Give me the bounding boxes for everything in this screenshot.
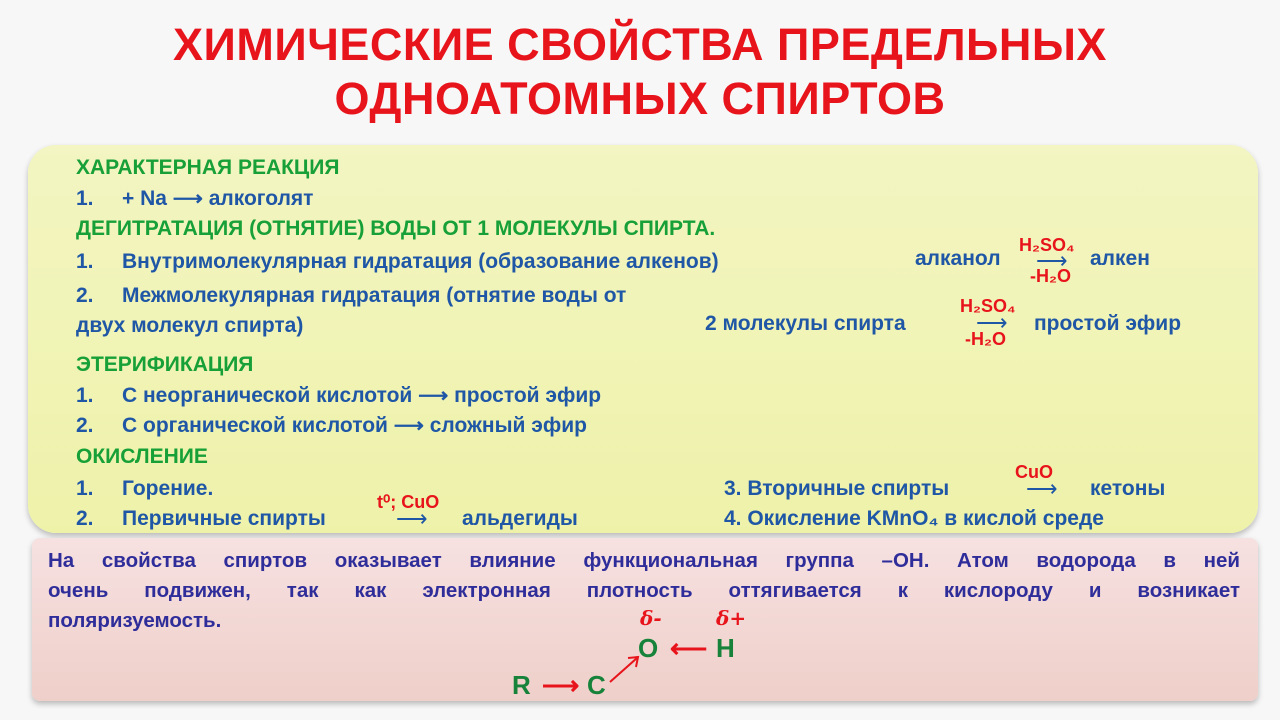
delta-plus-label: δ+ bbox=[716, 606, 747, 630]
esterification-item-1 bbox=[76, 383, 601, 409]
oxidation-item-2-arrow: ⟶ bbox=[396, 506, 428, 531]
oxygen-atom: O bbox=[638, 633, 659, 663]
item-number: 1. bbox=[76, 477, 94, 500]
item-number: 1. bbox=[76, 250, 94, 273]
formula-1-left: алканол bbox=[915, 247, 1001, 270]
item-text: С неорганической кислотой ⟶ простой эфир bbox=[122, 384, 602, 407]
page-title bbox=[0, 18, 1280, 126]
item-number: 2. bbox=[76, 507, 94, 530]
formula-2-left: 2 молекулы спирта bbox=[705, 312, 906, 335]
formula-1-catalyst-bottom: -H₂O bbox=[1030, 266, 1071, 286]
item-number: 1. bbox=[76, 187, 94, 210]
item-number: 2. bbox=[76, 284, 94, 307]
title-line-2: ОДНОАТОМНЫХ СПИРТОВ bbox=[334, 73, 946, 124]
radical-r: R bbox=[512, 670, 531, 700]
oxidation-item-4: 4. Окисление KMnO₄ в кислой среде bbox=[724, 507, 1104, 530]
characteristic-item-1 bbox=[76, 186, 313, 212]
item-text: Первичные спирты bbox=[122, 507, 326, 530]
oxidation-item-2 bbox=[76, 506, 326, 532]
dehydration-item-1 bbox=[76, 249, 719, 275]
heading-oxidation: ОКИСЛЕНИЕ bbox=[76, 445, 208, 468]
oxidation-item-1 bbox=[76, 476, 213, 502]
explanation-line-2: очень подвижен, так как электронная плотность оттягивается к кислороду и возникает bbox=[48, 579, 1240, 602]
heading-esterification: ЭТЕРИФИКАЦИЯ bbox=[76, 353, 254, 376]
title-line-1: ХИМИЧЕСКИЕ СВОЙСТВА ПРЕДЕЛЬНЫХ bbox=[173, 19, 1107, 70]
dehydration-item-2-continued: двух молекул спирта) bbox=[76, 314, 304, 337]
formula-1-catalyst-top: H₂SO₄ bbox=[1019, 235, 1075, 255]
explanation-line-1: На свойства спиртов оказывает влияние функциональная группа –ОН. Атом водорода в ней bbox=[48, 549, 1240, 572]
item-text: + Na ⟶ алкоголят bbox=[122, 187, 314, 210]
formula-1-right: алкен bbox=[1090, 247, 1150, 270]
item-text: Межмолекулярная гидратация (отнятие воды от bbox=[122, 284, 627, 307]
dehydration-item-2 bbox=[76, 283, 626, 309]
formula-2-arrow: ⟶ bbox=[976, 310, 1008, 335]
item-text: Горение. bbox=[122, 477, 214, 500]
oxidation-item-3-catalyst: CuO bbox=[1015, 462, 1053, 482]
oxidation-item-3-arrow: ⟶ bbox=[1026, 476, 1058, 501]
item-number: 1. bbox=[76, 384, 94, 407]
oxidation-item-2-catalyst: t⁰; CuO bbox=[377, 492, 440, 512]
hydrogen-atom: H bbox=[716, 633, 735, 663]
r-c-arrow: ⟶ bbox=[542, 670, 580, 700]
oxidation-item-2-right: альдегиды bbox=[462, 507, 578, 530]
esterification-item-2 bbox=[76, 413, 587, 439]
item-text: С органической кислотой ⟶ сложный эфир bbox=[122, 414, 587, 437]
heading-characteristic-reaction: ХАРАКТЕРНАЯ РЕАКЦИЯ bbox=[76, 156, 340, 179]
explanation-line-3: поляризуемость. bbox=[48, 609, 222, 632]
heading-dehydration: ДЕГИТРАТАЦИЯ (ОТНЯТИЕ) ВОДЫ ОТ 1 МОЛЕКУЛЫ СПИРТА. bbox=[76, 217, 716, 240]
formula-2-catalyst-top: H₂SO₄ bbox=[960, 296, 1016, 316]
formula-2-catalyst-bottom: -H₂O bbox=[965, 329, 1006, 349]
item-number: 2. bbox=[76, 414, 94, 437]
oxidation-item-3-left: 3. Вторичные спирты bbox=[724, 477, 950, 500]
formula-1-arrow: ⟶ bbox=[1036, 248, 1068, 273]
item-text: Внутримолекулярная гидратация (образование алкенов) bbox=[122, 250, 719, 273]
c-o-bond-arrow bbox=[606, 650, 646, 686]
carbon-atom: C bbox=[587, 670, 606, 700]
o-h-arrow: ⟵ bbox=[670, 633, 708, 663]
delta-minus-label: δ- bbox=[640, 606, 662, 630]
oxidation-item-3-right: кетоны bbox=[1090, 477, 1166, 500]
formula-2-right: простой эфир bbox=[1034, 312, 1182, 335]
